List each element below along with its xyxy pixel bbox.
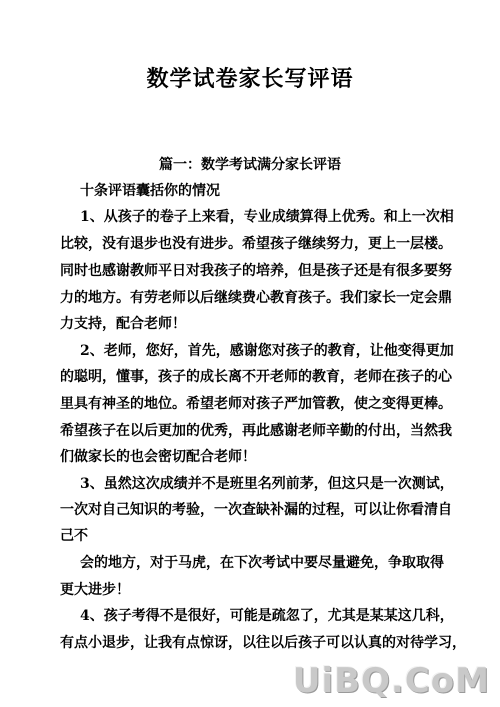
document-title: 数学试卷家长写评语 [146, 66, 354, 92]
paragraph-line: 希望孩子在以后更加的优秀，再此感谢老师辛勤的付出，当然我 [60, 423, 452, 439]
site-watermark: UiBQ.CoM [292, 661, 490, 701]
paragraph-line: 力支持，配合老师！ [60, 316, 186, 332]
paragraph-line: 己不 [60, 528, 88, 544]
paragraph-line: 里具有神圣的地位。希望老师对孩子严加管教，使之变得更棒。 [60, 396, 452, 412]
paragraph-line: 的聪明，懂事，孩子的成长离不开老师的教育，老师在孩子的心 [60, 369, 452, 385]
paragraph-line: 十条评语囊括你的情况 [80, 183, 220, 199]
paragraph-line: 一次对自己知识的考验，一次查缺补漏的过程，可以让你看清自 [60, 502, 452, 518]
paragraph-line: 有点小退步，让我有点惊讶，以往以后孩子可以认真的对待学习， [60, 635, 466, 651]
paragraph-line: 4、孩子考得不是很好，可能是疏忽了，尤其是某某这几科， [80, 608, 454, 624]
paragraph-line: 力的地方。有劳老师以后继续费心教育孩子。我们家长一定会鼎 [60, 290, 452, 306]
paragraph-line: 们做家长的也会密切配合老师！ [60, 449, 256, 465]
paragraph-line: 3、虽然这次成绩并不是班里名列前茅，但这只是一次测试， [80, 476, 454, 492]
section-heading: 篇一：数学考试满分家长评语 [159, 157, 341, 173]
paragraph-line: 会的地方，对于马虎，在下次考试中要尽量避免，争取取得 [80, 555, 444, 571]
paragraph-line: 更大进步！ [60, 582, 130, 598]
paragraph-line: 2、老师，您好，首先，感谢您对孩子的教育，让他变得更加 [80, 343, 454, 359]
paragraph-line: 1、从孩子的卷子上来看，专业成绩算得上优秀。和上一次相 [80, 209, 454, 225]
paragraph-line: 同时也感谢教师平日对我孩子的培养，但是孩子还是有很多要努 [60, 263, 452, 279]
paragraph-line: 比较，没有退步也没有进步。希望孩子继续努力，更上一层楼。 [60, 236, 452, 252]
